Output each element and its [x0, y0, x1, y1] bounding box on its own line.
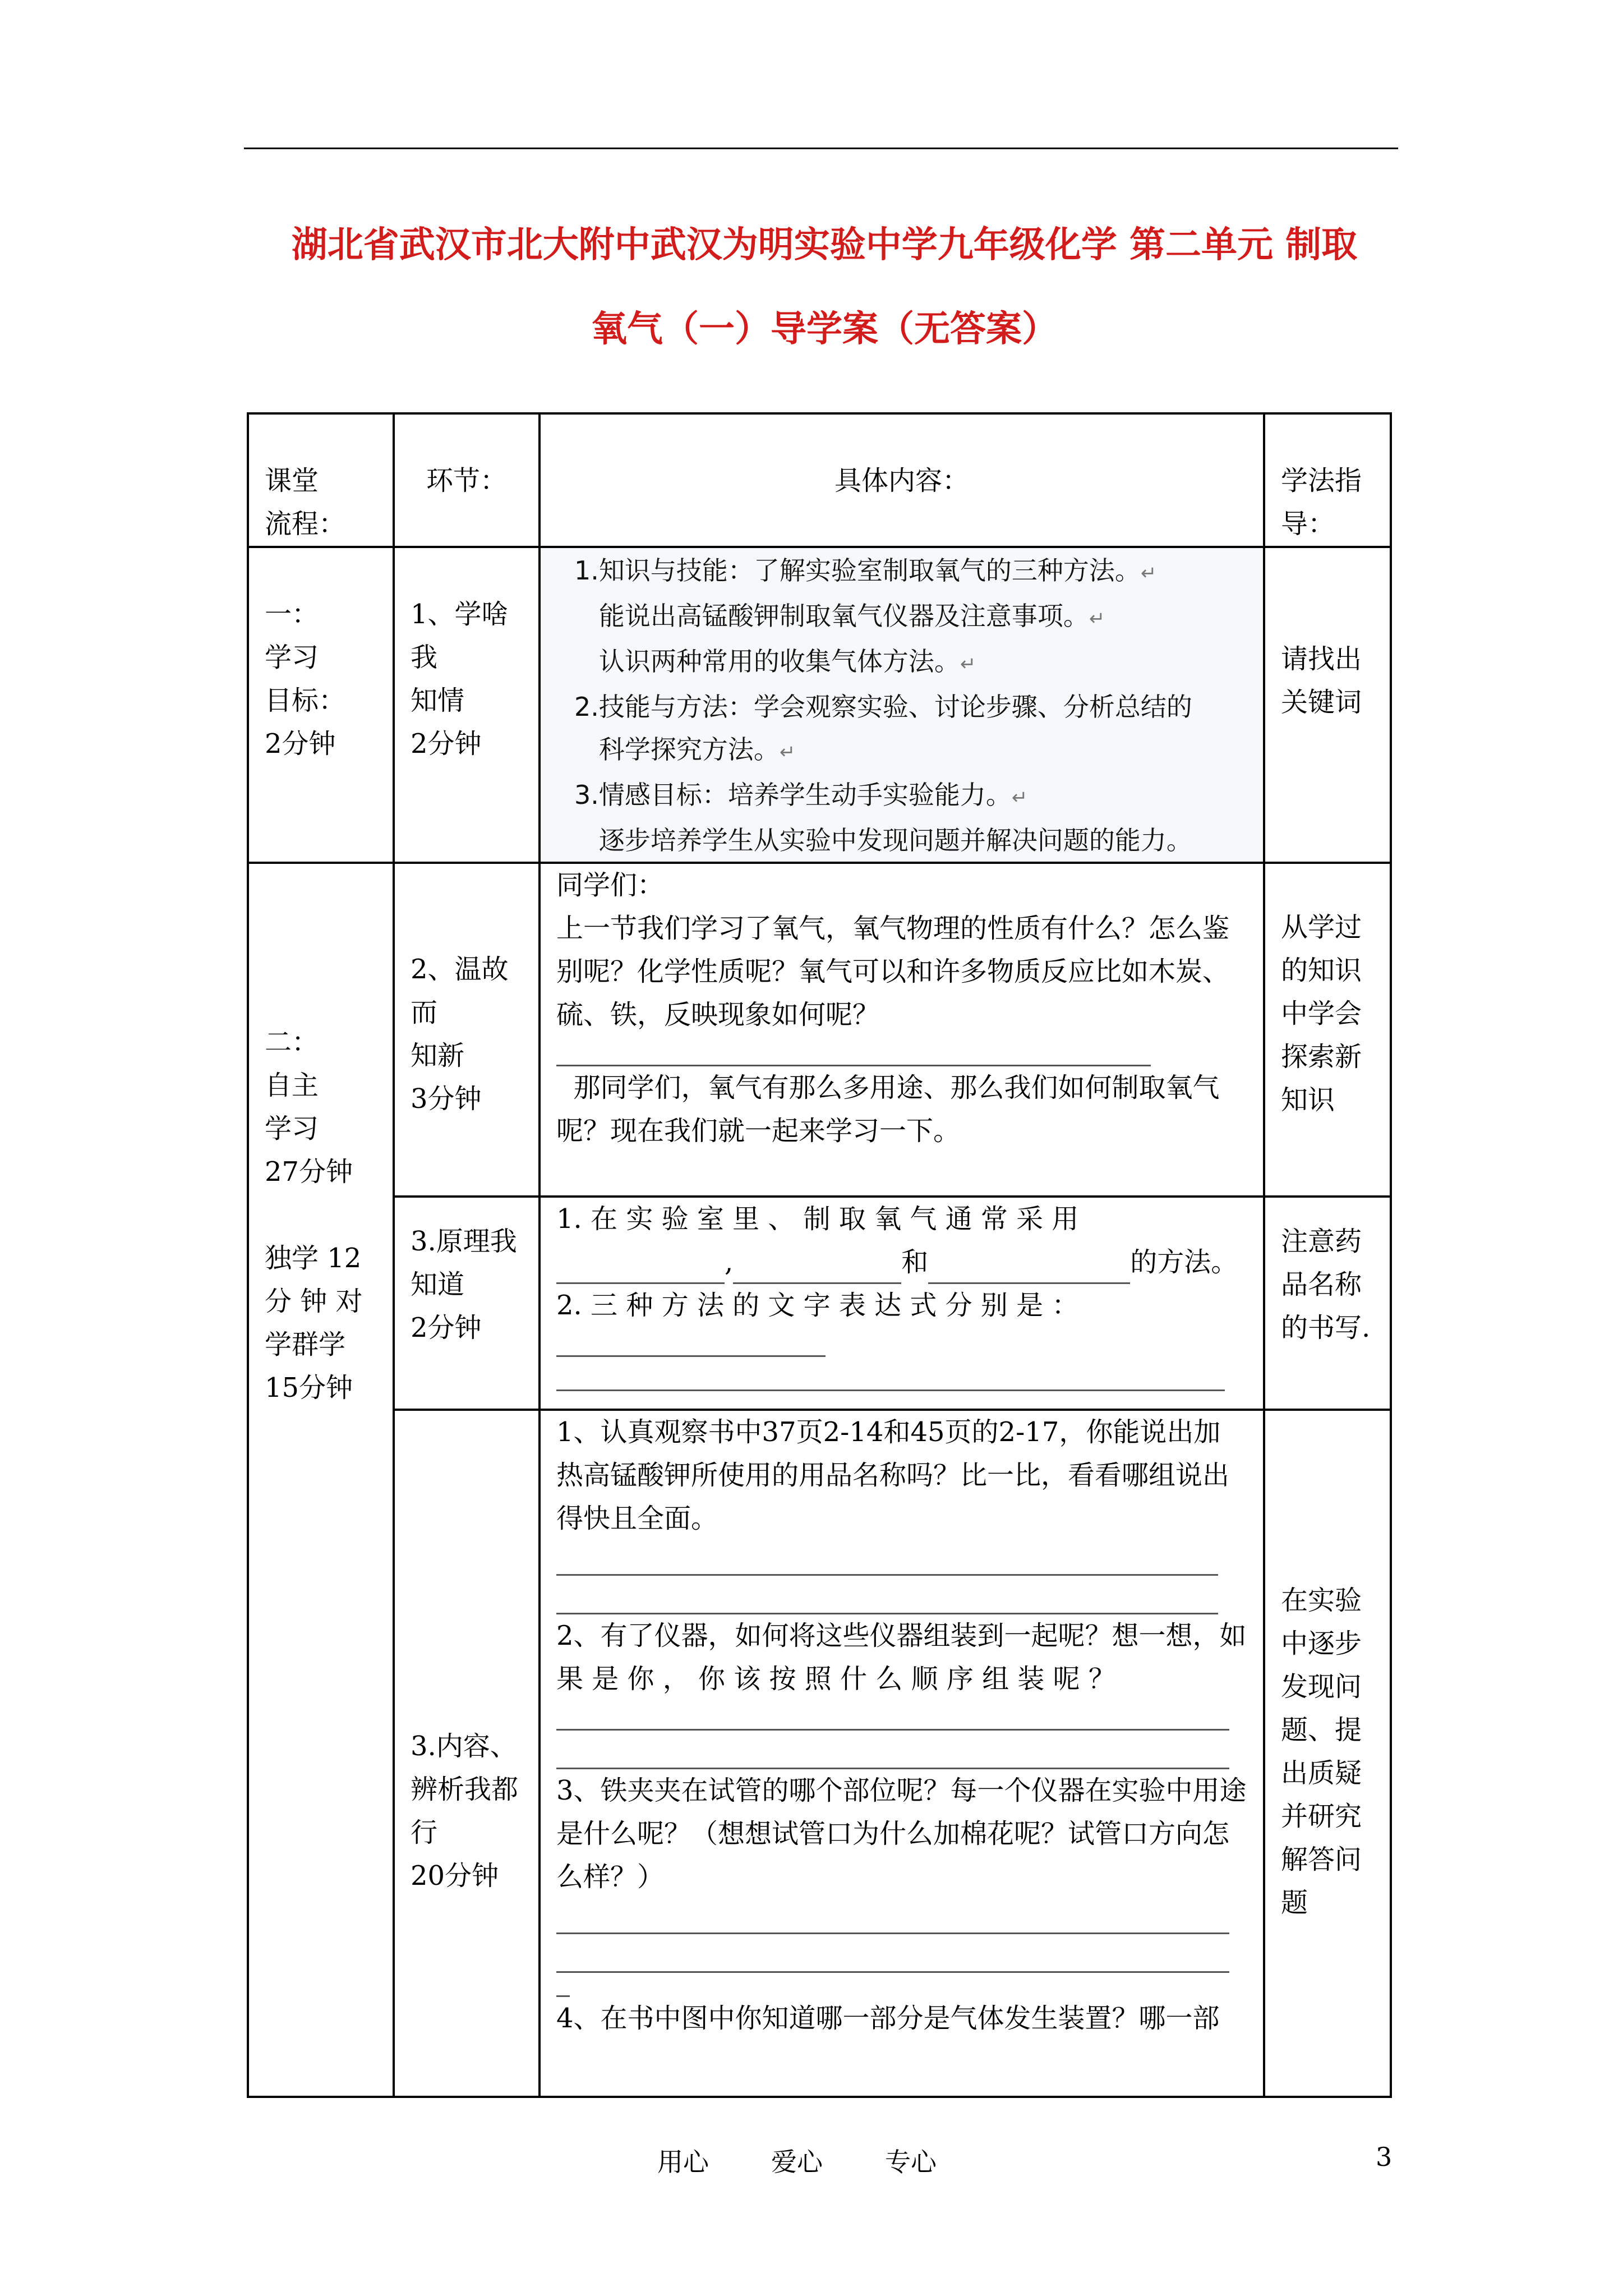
header-content: 具体内容： — [540, 413, 1264, 547]
content-step: 3.内容、 辨析我都 行 20分钟 — [394, 1410, 540, 2097]
principle-question-1-blanks: , 和 的方法。 — [556, 1241, 1247, 1284]
lesson-plan-table — [247, 412, 1392, 2098]
review-paragraph-1: 同学们： 上一节我们学习了氧气，氧气物理的性质有什么？怎么鉴别呢？化学性质呢？氧气可以和许多物质反应比如木炭、硫、铁，反映现象如何呢？ — [556, 869, 1230, 1030]
table-row-goals — [248, 547, 1391, 863]
content-questions — [540, 1410, 1264, 2097]
content-question-1: 1、认真观察书中37页2-14和45页的2-17，你能说出加热高锰酸钾所使用的用品名称吗？比一比，看看哪组说出得快且全面。 — [556, 1416, 1230, 1534]
content-question-2: 2、有了仪器，如何将这些仪器组装到一起呢？想一想，如 果 是 你 ， 你 该 按 照 什 么 顺 序 组 装 呢 ？ — [556, 1620, 1247, 1695]
goals-screenshot-inset — [541, 548, 1263, 862]
principle-question-2: 2. 三 种 方 法 的 文 字 表 达 式 分 别 是 ： — [556, 1290, 1079, 1321]
goal-line-1: 1.知识与技能：了解实验室制取氧气的三种方法。↵ — [574, 555, 1157, 586]
blank-method-3[interactable] — [928, 1254, 1130, 1284]
footer-motto-1: 用心 — [657, 2147, 709, 2177]
review-step: 2、温故而 知新 3分钟 — [394, 863, 540, 1197]
goal-line-3: 认识两种常用的收集气体方法。↵ — [574, 646, 976, 677]
header-rule — [244, 148, 1398, 149]
goals-stage: 一： 学习 目标： 2分钟 — [248, 547, 394, 863]
page-number: 3 — [1376, 2142, 1393, 2172]
header-step: 环节： — [394, 413, 540, 547]
goals-step: 1、学啥我 知情 2分钟 — [394, 547, 540, 863]
document-title-line1: 湖北省武汉市北大附中武汉为明实验中学九年级化学 第二单元 制取 — [291, 224, 1358, 266]
content-question-4: 4、在书中图中你知道哪一部分是气体发生装置？哪一部 — [556, 2003, 1220, 2034]
goal-line-7: 逐步培养学生从实验中发现问题并解决问题的能力。 — [574, 825, 1192, 855]
document-title-line2: 氧气（一）导学案（无答案） — [591, 309, 1058, 350]
answer-blank[interactable] — [556, 1357, 1225, 1391]
answer-blank[interactable] — [556, 1037, 1151, 1066]
footer-motto-3: 专心 — [885, 2147, 937, 2177]
answer-blank[interactable] — [556, 1327, 826, 1357]
table-row-content — [248, 1410, 1391, 2097]
review-paragraph-2: 那同学们，氧气有那么多用途、那么我们如何制取氧气呢？现在我们就一起来学习一下。 — [556, 1072, 1220, 1147]
review-content — [540, 863, 1264, 1197]
answer-blank[interactable] — [556, 1576, 1218, 1614]
table-row-review — [248, 863, 1391, 1197]
header-guide: 学法指 导： — [1264, 413, 1391, 547]
principle-guide: 注意药 品名称 的书写. — [1264, 1197, 1391, 1410]
table-row-principle — [248, 1197, 1391, 1410]
goals-content-cell — [540, 547, 1264, 863]
content-question-3: 3、铁夹夹在试管的哪个部位呢？每一个仪器在实验中用途是什么呢？（想想试管口为什么加棉花呢？试管口方向怎么样？） — [556, 1775, 1247, 1893]
content-guide: 在实验 中逐步 发现问 题、提 出质疑 并研究 解答问 题 — [1264, 1410, 1391, 2097]
answer-blank[interactable] — [556, 1934, 1229, 1973]
review-guide: 从学过 的知识 中学会 探索新 知识 — [1264, 863, 1391, 1197]
self-study-stage: 二： 自主 学习 27分钟 独学 12 分 钟 对 学群学 15分钟 — [248, 863, 394, 2097]
footer-motto-2: 爱心 — [771, 2147, 823, 2177]
blank-method-2[interactable] — [733, 1254, 901, 1284]
goal-line-4: 2.技能与方法：学会观察实验、讨论步骤、分析总结的 — [574, 692, 1192, 722]
answer-blank[interactable] — [556, 1540, 1218, 1576]
blank-method-1[interactable] — [556, 1254, 725, 1284]
principle-question-1: 1. 在 实 验 室 里 、 制 取 氧 气 通 常 采 用 — [556, 1203, 1079, 1235]
answer-blank[interactable] — [556, 1973, 570, 1997]
header-stage: 课堂 流程： — [248, 413, 394, 547]
answer-blank[interactable] — [556, 1899, 1229, 1934]
goal-line-2: 能说出高锰酸钾制取氧气仪器及注意事项。↵ — [574, 601, 1105, 631]
principle-step: 3.原理我 知道 2分钟 — [394, 1197, 540, 1410]
goals-guide: 请找出 关键词 — [1264, 547, 1391, 863]
table-header-row — [248, 413, 1391, 547]
answer-blank[interactable] — [556, 1731, 1229, 1769]
answer-blank[interactable] — [556, 1701, 1229, 1731]
goal-line-5: 科学探究方法。↵ — [574, 734, 796, 765]
principle-content — [540, 1197, 1264, 1410]
goal-line-6: 3.情感目标：培养学生动手实验能力。↵ — [574, 780, 1028, 810]
